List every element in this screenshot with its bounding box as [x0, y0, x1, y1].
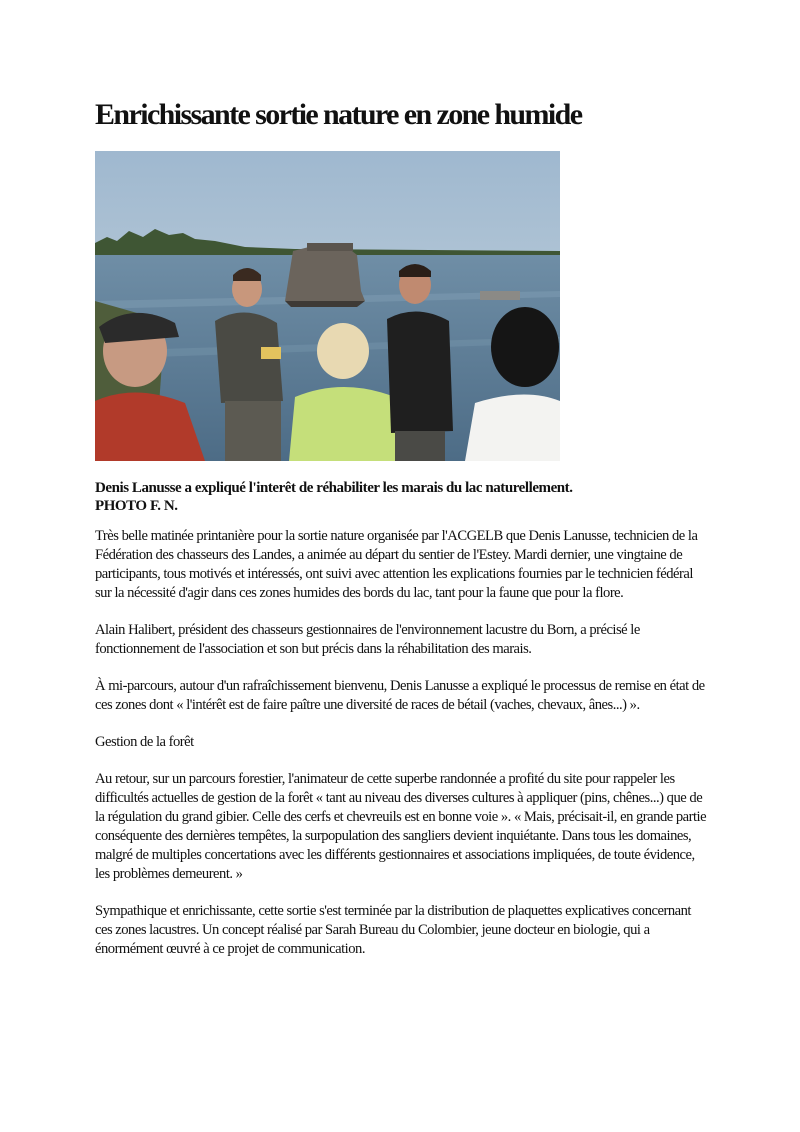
photo-caption — [95, 479, 707, 515]
section-heading: Gestion de la forêt — [95, 734, 194, 750]
paragraph: Très belle matinée printanière pour la sortie nature organisée par l'ACGELB que Denis Lanusse, technicien de la Fédération des chasseurs des Landes, a animée au départ du sentier de l'Estey. Mardi dernier, une vingtaine de participants, tous motivés et intéressés, ont suivi avec attention les explications fournies par le technicien fédéral sur la nécessité d'agir dans ces zones humides des bords du lac, tant pour la faune que pour la flore. — [95, 528, 698, 601]
article-body — [95, 527, 707, 959]
article — [95, 95, 707, 977]
article-title: Enrichissante sortie nature en zone humide — [95, 98, 582, 131]
caption-text: Denis Lanusse a expliqué l'interêt de réhabiliter les marais du lac naturellement. — [95, 480, 573, 496]
paragraph: Alain Halibert, président des chasseurs gestionnaires de l'environnement lacustre du Born, a précisé le fonctionnement de l'association et son but précis dans la réhabilitation des marais. — [95, 622, 640, 657]
paragraph: Sympathique et enrichissante, cette sortie s'est terminée par la distribution de plaquettes explicatives concernant ces zones lacustres. Un concept réalisé par Sarah Bureau du Colombier, jeune docteur en biologie, qui a énormément œuvré à ce projet de communication. — [95, 903, 691, 957]
article-photo — [95, 151, 560, 461]
photo-credit: PHOTO F. N. — [95, 498, 178, 514]
paragraph: Au retour, sur un parcours forestier, l'animateur de cette superbe randonnée a profité du site pour rappeler les difficultés actuelles de gestion de la forêt « tant au niveau des diverses cultures à appliquer (pins, chênes...) que de la régulation du grand gibier. Celle des cerfs et chevreuils est en bonne voie ». « Mais, précisait-il, en grande partie conséquente des dernières tempêtes, la surpopulation des sangliers devient inquiétante. Dans tous les domaines, malgré de multiples concertations avec les différents gestionnaires et associations impliquées, de toute évidence, les problèmes demeurent. » — [95, 771, 707, 882]
paragraph: À mi-parcours, autour d'un rafraîchissement bienvenu, Denis Lanusse a expliqué le processus de remise en état de ces zones dont « l'intérêt est de faire paître une diversité de races de bétail (vaches, chevaux, ânes...) ». — [95, 678, 705, 713]
